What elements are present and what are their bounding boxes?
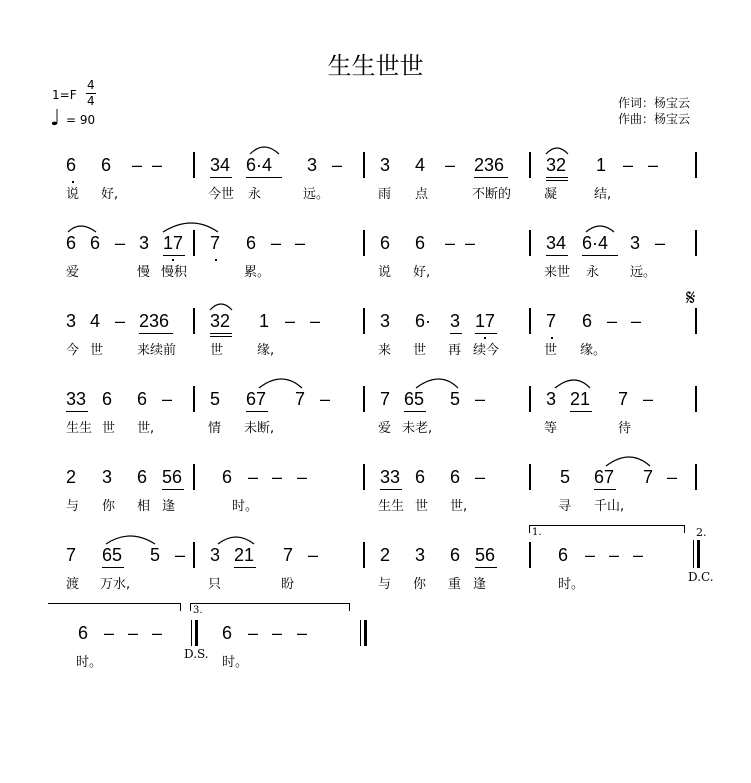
lyric: 远。 [630,265,657,280]
dash: – [271,233,282,253]
dash: – [475,389,486,409]
ending-2-label: 2. [696,526,707,539]
lyric: 重 [448,577,462,592]
note: 6 [78,623,89,643]
note: 3 [380,155,391,175]
note: 67 [246,389,267,409]
note: 6 [380,233,391,253]
lyric: 与 [378,577,392,592]
lyric: 慢 [137,265,151,280]
lyric: 时。 [232,499,259,514]
note: 6 [66,155,77,175]
dash: – [320,389,331,409]
lyric: 寻 [558,499,572,514]
lyric: 说 [66,187,80,202]
dash: – [475,467,486,487]
note: 32 [546,155,567,175]
lyric: 与 [66,499,80,514]
time-signature-bottom: 4 [87,94,95,108]
dash: – [132,155,143,175]
dash: – [295,233,306,253]
note: 2 [380,545,391,565]
dash: – [643,389,654,409]
lyric: 来世 [544,265,571,280]
key-signature: 1=F [52,88,77,102]
note: 3 [307,155,318,175]
lyric: 凝 [544,187,558,202]
lyric: 累。 [244,265,271,280]
slur [416,379,458,388]
note: 34 [546,233,567,253]
dash: – [465,233,476,253]
lyric: 生生 [66,421,93,436]
dash: – [152,623,163,643]
note: 1 [596,155,607,175]
dash: – [104,623,115,643]
note: 236 [139,311,170,331]
note: 5 [450,389,461,409]
dash: – [115,311,126,331]
slur [163,223,218,232]
lyric: 雨 [378,187,392,202]
composer-credit: 作曲：杨宝云 [618,112,691,126]
note: 3 [380,311,391,331]
slur [586,226,614,232]
dash: – [655,233,666,253]
lyric: 待 [618,421,632,436]
lyric: 永 [248,187,262,202]
dash: – [607,311,618,331]
lyric: 你 [413,577,427,592]
note: 3 [415,545,426,565]
da-capo-mark: D.C. [688,570,714,584]
note: 3 [210,545,221,565]
dash: – [631,311,642,331]
lyric: 慢积 [161,265,188,280]
lyric: 时。 [76,655,103,670]
dash: – [272,467,283,487]
dash: – [445,233,456,253]
slur [68,226,96,232]
note: 6 [415,233,426,253]
note: 6 [66,233,77,253]
dash: – [310,311,321,331]
note: 6·4 [582,233,609,253]
dash: – [633,545,644,565]
lyric: 今世 [208,187,235,202]
lyric: 世 [415,499,429,514]
dash: – [609,545,620,565]
dash: – [297,623,308,643]
ending-1-label: 1. [532,527,542,538]
note: 4 [415,155,426,175]
dash: – [648,155,659,175]
note: 21 [234,545,255,565]
lyric: 世 [544,343,558,358]
lyric: 时。 [558,577,585,592]
lyric: 未老, [402,421,433,436]
note: 6 [102,389,113,409]
note: 236 [474,155,505,175]
note: 7 [283,545,294,565]
dash: – [445,155,456,175]
lyric: 世 [102,421,116,436]
lyric: 来 [378,343,392,358]
note: 4 [90,311,101,331]
note: 32 [210,311,231,331]
lyric: 世 [210,343,224,358]
note: 5 [560,467,571,487]
dash: – [332,155,343,175]
lyric: 爱 [378,421,392,436]
note: 6 [222,467,233,487]
note: 6 [137,389,148,409]
note: 3 [450,311,461,331]
lyric: 今 [66,343,80,358]
note: 5 [210,389,221,409]
dash: – [272,623,283,643]
lyric: 来续前 [137,343,177,358]
slur [606,457,650,466]
lyric: 世 [413,343,427,358]
segno-icon: 𝄋 [686,286,696,311]
note: 2 [66,467,77,487]
lyric: 未断, [244,421,275,436]
note: 6 [137,467,148,487]
dash: – [175,545,186,565]
lyric: 世, [450,499,468,514]
slur [259,379,302,388]
lyric: 爱 [66,265,80,280]
tempo-marking: = 90 [66,113,96,127]
dal-segno-mark: D.S. [184,647,209,661]
note: 17 [475,311,496,331]
lyric: 世 [90,343,104,358]
note: 7 [618,389,629,409]
lyric: 好, [101,187,119,202]
note: 5 [150,545,161,565]
note: 7 [210,233,221,253]
lyric: 盼 [281,577,295,592]
note: 56 [475,545,496,565]
dash: – [585,545,596,565]
dash: – [248,467,259,487]
note: 6 [450,545,461,565]
lyric: 缘, [257,343,275,358]
quarter-note-icon: ♩ [50,106,61,131]
note: 33 [66,389,87,409]
note: 56 [162,467,183,487]
lyric: 时。 [222,655,249,670]
dash: – [285,311,296,331]
note: 3 [630,233,641,253]
lyric: 永 [586,265,600,280]
lyric: 再 [448,343,462,358]
dash: – [297,467,308,487]
slur [555,380,590,388]
dash: – [128,623,139,643]
note: 6 [558,545,569,565]
lyric: 你 [102,499,116,514]
note: 7 [546,311,557,331]
note: 65 [102,545,123,565]
lyric: 等 [544,421,558,436]
lyricist-credit: 作词：杨宝云 [618,96,691,110]
lyric: 续今 [473,343,500,358]
time-signature-top: 4 [87,78,95,92]
note: 6 [101,155,112,175]
lyric: 缘。 [580,343,607,358]
lyric: 只 [208,577,222,592]
dash: – [667,467,678,487]
note: 6 [450,467,461,487]
lyric: 结, [594,187,612,202]
dash: – [162,389,173,409]
lyric: 万水, [100,577,131,592]
note: 3 [546,389,557,409]
slur [250,147,279,154]
dash: – [308,545,319,565]
note: 7 [380,389,391,409]
note: 7 [66,545,77,565]
note: 65 [404,389,425,409]
note: 33 [380,467,401,487]
lyric: 生生 [378,499,405,514]
slur [106,536,155,544]
note: 34 [210,155,231,175]
note: 6 [415,467,426,487]
lyric: 远。 [303,187,330,202]
note: 3 [66,311,77,331]
lyric: 逢 [162,499,176,514]
dash: – [152,155,163,175]
slur [210,304,232,310]
note: 6 [90,233,101,253]
lyric: 好, [413,265,431,280]
note: 3 [102,467,113,487]
lyric: 渡 [66,577,80,592]
note: 7 [295,389,306,409]
lyric: 点 [415,187,429,202]
song-title: 生生世世 [327,52,424,80]
lyric: 逢 [473,577,487,592]
slur [218,537,254,544]
lyric: 情 [208,421,222,436]
note: 3 [139,233,150,253]
slur [546,148,568,154]
note: 6·4 [246,155,273,175]
ending-3-label: 3. [193,605,203,616]
note: 6 [246,233,257,253]
note: 7 [643,467,654,487]
note: 1 [259,311,270,331]
note: 67 [594,467,615,487]
note: 6 [222,623,233,643]
dash: – [623,155,634,175]
note: 17 [163,233,184,253]
dash: – [248,623,259,643]
dash: – [115,233,126,253]
note: 6 [582,311,593,331]
note: 21 [570,389,591,409]
lyric: 千山, [594,499,625,514]
lyric: 世, [137,421,155,436]
note: 6· [415,311,432,331]
lyric: 说 [378,265,392,280]
lyric: 不断的 [472,187,512,202]
lyric: 相 [137,499,151,514]
